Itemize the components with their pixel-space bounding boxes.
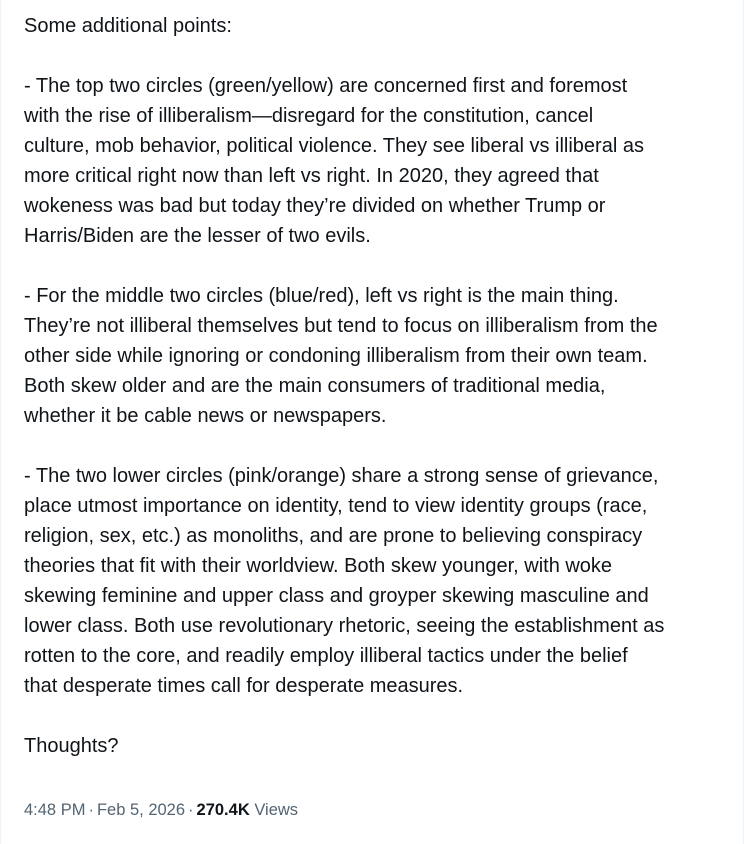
text-line: rotten to the core, and readily employ illiberal tactics under the belief — [24, 645, 628, 667]
text-line: religion, sex, etc.) as monoliths, and are prone to believing conspiracy — [24, 525, 643, 547]
text-line: with the rise of illiberalism—disregard for the constitution, cancel — [24, 105, 594, 127]
text-line: whether it be cable news or newspapers. — [24, 405, 387, 427]
paragraph-gap — [24, 251, 736, 281]
text-line: - The two lower circles (pink/orange) share a strong sense of grievance, — [24, 465, 659, 487]
text-line: - The top two circles (green/yellow) are concerned first and foremost — [24, 75, 628, 97]
paragraph-gap — [24, 41, 736, 71]
tweet-meta — [24, 798, 298, 822]
text-line: place utmost importance on identity, tend to view identity groups (race, — [24, 495, 648, 517]
views-label: Views — [254, 801, 299, 819]
paragraph-top-circles — [24, 71, 736, 251]
text-line: wokeness was bad but today they’re divided on whether Trump or — [24, 195, 606, 217]
paragraph-lower-circles — [24, 461, 736, 701]
text-line: skewing feminine and upper class and groyper skewing masculine and — [24, 585, 649, 607]
text-line: more critical right now than left vs right. In 2020, they agreed that — [24, 165, 599, 187]
views-count: 270.4K — [196, 801, 250, 819]
tweet-text — [24, 11, 736, 761]
tweet-closing: Thoughts? — [24, 735, 119, 757]
tweet-timestamp-link[interactable] — [24, 801, 185, 819]
text-line: that desperate times call for desperate measures. — [24, 675, 464, 697]
paragraph-middle-circles — [24, 281, 736, 431]
text-line: They’re not illiberal themselves but tend to focus on illiberalism from the — [24, 315, 658, 337]
text-line: theories that fit with their worldview. Both skew younger, with woke — [24, 555, 613, 577]
tweet-date: Feb 5, 2026 — [96, 801, 186, 819]
text-line: Harris/Biden are the lesser of two evils. — [24, 225, 371, 247]
text-line: culture, mob behavior, political violence. They see liberal vs illiberal as — [24, 135, 644, 157]
text-line: Both skew older and are the main consumers of traditional media, — [24, 375, 606, 397]
tweet-intro: Some additional points: — [24, 15, 232, 37]
text-line: other side while ignoring or condoning illiberalism from their own team. — [24, 345, 648, 367]
meta-separator: · — [188, 801, 194, 819]
meta-separator: · — [88, 801, 94, 819]
paragraph-gap — [24, 431, 736, 461]
text-line: - For the middle two circles (blue/red), left vs right is the main thing. — [24, 285, 619, 307]
text-line: lower class. Both use revolutionary rhetoric, seeing the establishment as — [24, 615, 665, 637]
tweet-time: 4:48 PM — [24, 801, 86, 819]
paragraph-gap — [24, 701, 736, 731]
